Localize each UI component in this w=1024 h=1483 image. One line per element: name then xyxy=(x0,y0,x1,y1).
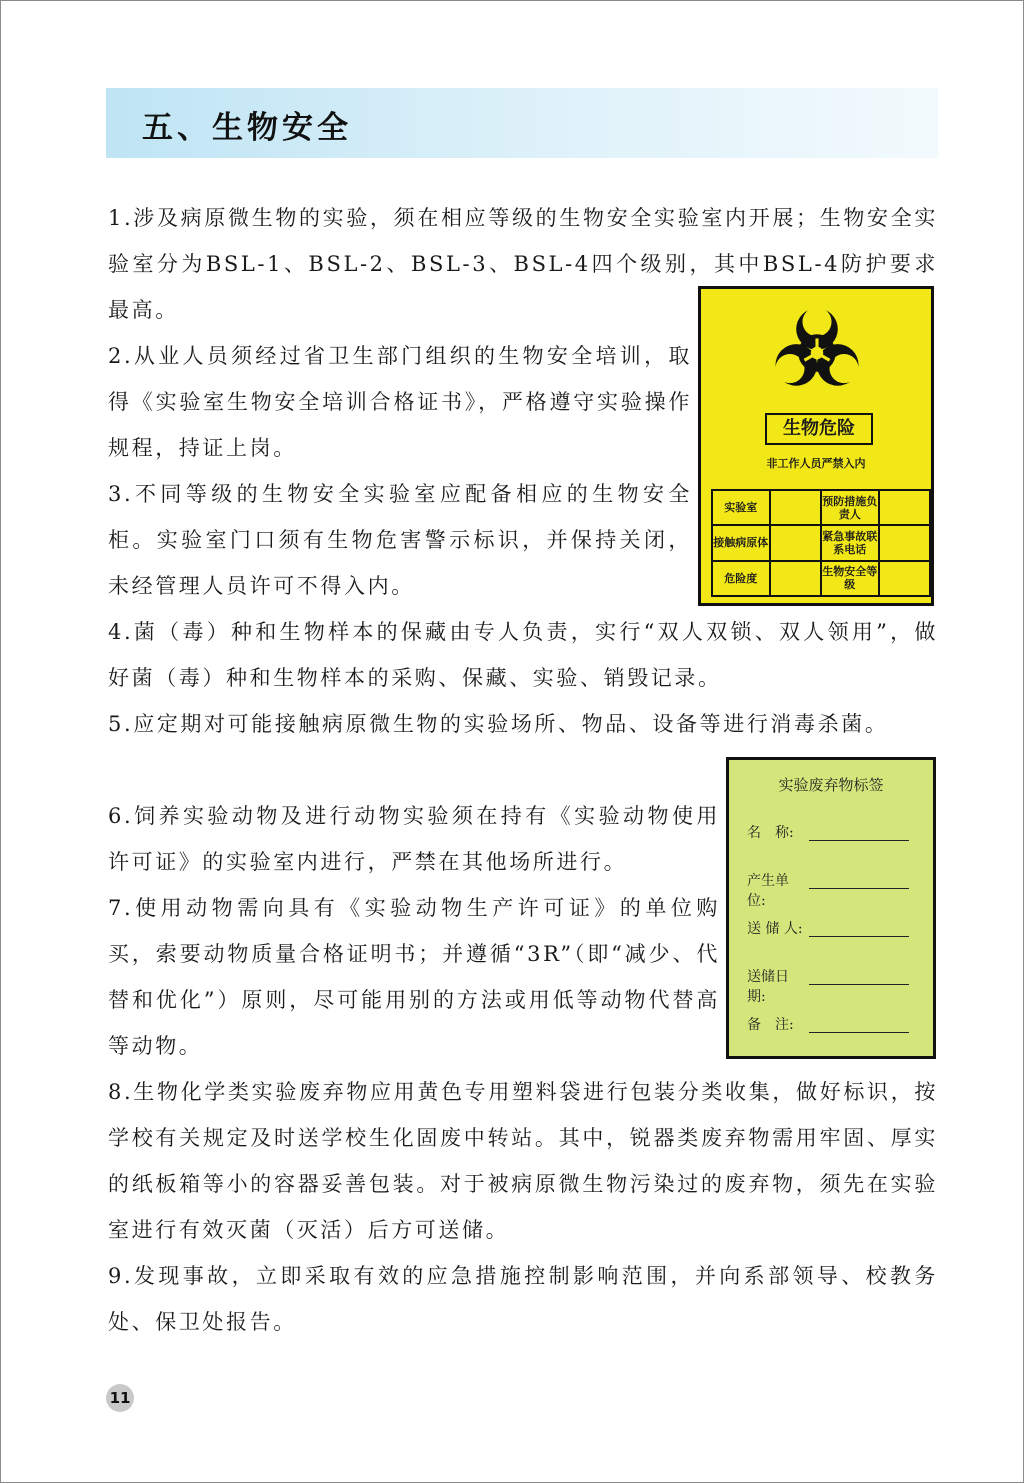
cell-pathogen-value xyxy=(770,525,821,560)
paragraph-2: 2.从业人员须经过省卫生部门组织的生物安全培训，取得《实验室生物安全培训合格证书》，严格遵守实验操作规程，持证上岗。 xyxy=(108,344,692,460)
paragraph-5: 5.应定期对可能接触病原微生物的实验场所、物品、设备等进行消毒杀菌。 xyxy=(108,712,889,736)
cell-prevention: 预防措施负责人 xyxy=(821,490,879,525)
waste-field-row xyxy=(747,822,807,846)
cell-pathogen: 接触病原体 xyxy=(712,525,770,560)
biohazard-title: 生物危险 xyxy=(765,413,873,445)
cell-risk-value xyxy=(770,561,821,596)
waste-field-line xyxy=(809,1032,909,1033)
waste-field-line xyxy=(809,984,909,985)
cell-emergency: 紧急事故联系电话 xyxy=(821,525,879,560)
waste-field-row xyxy=(747,966,807,1005)
biohazard-info-table xyxy=(711,489,931,597)
waste-field-label: 产生单位: xyxy=(747,873,789,909)
paragraph-3: 3.不同等级的生物安全实验室应配备相应的生物安全柜。实验室门口须有生物危害警示标识，并保持关闭，未经管理人员许可不得入内。 xyxy=(108,482,692,598)
cell-risk: 危险度 xyxy=(712,561,770,596)
waste-field-label: 备 注: xyxy=(747,1017,794,1033)
waste-field-line xyxy=(809,888,909,889)
cell-lab-value xyxy=(770,490,821,525)
cell-lab: 实验室 xyxy=(712,490,770,525)
paragraph-7: 7.使用动物需向具有《实验动物生产许可证》的单位购买，索要动物质量合格证明书；并遵循“3R”（即“减少、代替和优化”）原则，尽可能用别的方法或用低等动物代替高等动物。 xyxy=(108,896,720,1058)
waste-field-row xyxy=(747,870,807,909)
cell-safety-level: 生物安全等级 xyxy=(821,561,879,596)
waste-field-row xyxy=(747,1014,807,1038)
cell-safety-level-value xyxy=(879,561,931,596)
waste-field-label: 送 储 人: xyxy=(747,921,803,937)
section-title: 五、生物安全 xyxy=(142,110,352,146)
page-number: 11 xyxy=(106,1384,134,1412)
waste-field-row xyxy=(747,918,807,942)
waste-label xyxy=(726,757,936,1059)
paragraph-4: 4.菌（毒）种和生物样本的保藏由专人负责，实行“双人双锁、双人领用”，做好菌（毒）种和生物样本的采购、保藏、实验、销毁记录。 xyxy=(108,620,938,690)
waste-field-line xyxy=(809,936,909,937)
waste-field-label: 送储日期: xyxy=(747,969,789,1005)
paragraph-1: 1.涉及病原微生物的实验，须在相应等级的生物安全实验室内开展；生物安全实验室分为BSL-1、BSL-2、BSL-3、BSL-4四个级别，其中BSL-4防护要求最高。 xyxy=(108,206,938,322)
cell-emergency-value xyxy=(879,525,931,560)
biohazard-sign xyxy=(698,286,934,606)
waste-field-line xyxy=(809,840,909,841)
section-header xyxy=(106,88,938,158)
waste-label-title: 实验废弃物标签 xyxy=(778,776,884,794)
paragraph-9: 9.发现事故，立即采取有效的应急措施控制影响范围，并向系部领导、校教务处、保卫处报告。 xyxy=(108,1264,938,1334)
cell-prevention-value xyxy=(879,490,931,525)
biohazard-subtitle: 非工作人员严禁入内 xyxy=(766,457,866,470)
paragraph-6: 6.饲养实验动物及进行动物实验须在持有《实验动物使用许可证》的实验室内进行，严禁在其他场所进行。 xyxy=(108,804,720,874)
paragraph-8: 8.生物化学类实验废弃物应用黄色专用塑料袋进行包装分类收集，做好标识，按学校有关规定及时送学校生化固废中转站。其中，锐器类废弃物需用牢固、厚实的纸板箱等小的容器妥善包装。对于被病原微生物污染过的废弃物，须先在实验室进行有效灭菌（灭活）后方可送储。 xyxy=(108,1080,938,1242)
waste-field-label: 名 称: xyxy=(747,825,794,841)
biohazard-icon xyxy=(765,301,869,405)
